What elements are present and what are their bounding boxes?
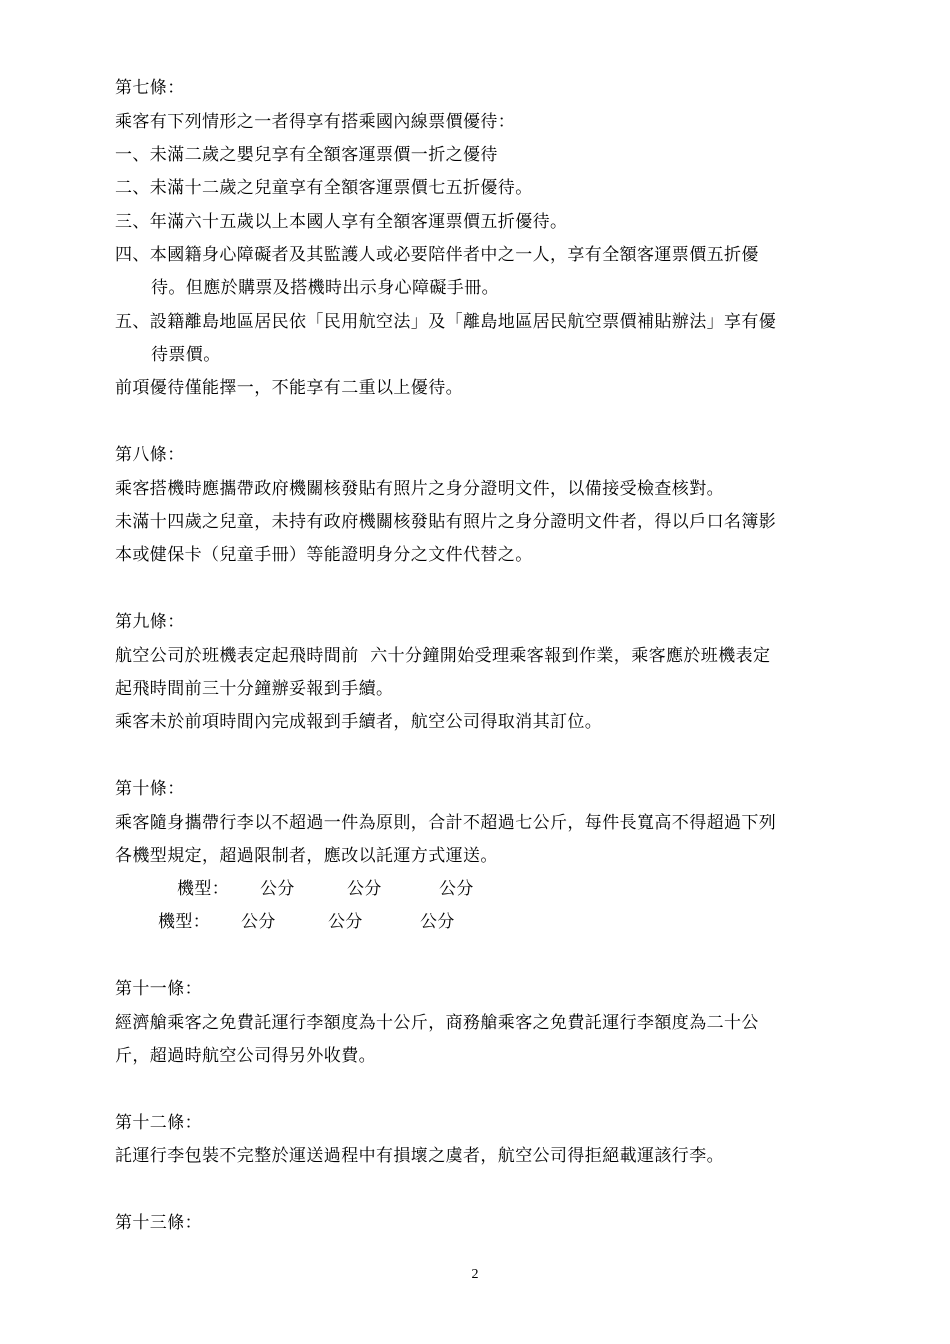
article-7-line: 待票價。 bbox=[151, 345, 221, 365]
article-7-line: 四、本國籍身心障礙者及其監護人或必要陪伴者中之一人，享有全額客運票價五折優 bbox=[115, 245, 759, 265]
article-8-line: 未滿十四歲之兒童，未持有政府機關核發貼有照片之身分證明文件者，得以戶口名簿影 bbox=[115, 512, 777, 532]
article-7-line: 待。但應於購票及搭機時出示身心障礙手冊。 bbox=[151, 278, 499, 298]
article-7-line: 三、年滿六十五歲以上本國人享有全額客運票價五折優待。 bbox=[115, 212, 568, 232]
dimension-unit: 公分 bbox=[439, 879, 474, 899]
article-10-line: 各機型規定，超過限制者，應改以託運方式運送。 bbox=[115, 846, 498, 866]
page-number: 2 bbox=[471, 1267, 479, 1282]
dimension-unit: 公分 bbox=[328, 912, 363, 932]
article-8-line: 本或健保卡（兒童手冊）等能證明身分之文件代替之。 bbox=[115, 545, 533, 565]
article-9-line: 乘客未於前項時間內完成報到手續者，航空公司得取消其訂位。 bbox=[115, 712, 603, 732]
article-9-line: 航空公司於班機表定起飛時間前 六十分鐘開始受理乘客報到作業，乘客應於班機表定 bbox=[115, 646, 771, 666]
article-7-line: 五、設籍離島地區居民依「民用航空法」及「離島地區居民航空票價補貼辦法」享有優 bbox=[115, 312, 777, 332]
article-12-line: 託運行李包裝不完整於運送過程中有損壞之虞者，航空公司得拒絕載運該行李。 bbox=[115, 1146, 724, 1166]
article-7-line: 乘客有下列情形之一者得享有搭乘國內線票價優待： bbox=[115, 112, 516, 132]
article-10-heading: 第十條： bbox=[115, 779, 185, 799]
article-7-heading: 第七條： bbox=[115, 78, 185, 98]
article-11-heading: 第十一條： bbox=[115, 979, 202, 999]
article-13-heading: 第十三條： bbox=[115, 1213, 202, 1233]
article-9-line: 起飛時間前三十分鐘辦妥報到手續。 bbox=[115, 679, 394, 699]
article-11-line: 經濟艙乘客之免費託運行李額度為十公斤，商務艙乘客之免費託運行李額度為二十公 bbox=[115, 1013, 759, 1033]
article-12-heading: 第十二條： bbox=[115, 1113, 202, 1133]
article-7-line: 一、未滿二歲之嬰兒享有全額客運票價一折之優待 bbox=[115, 145, 498, 165]
dimension-unit: 公分 bbox=[420, 912, 455, 932]
article-10-line: 乘客隨身攜帶行李以不超過一件為原則，合計不超過七公斤，每件長寬高不得超過下列 bbox=[115, 813, 777, 833]
dimension-unit: 公分 bbox=[347, 879, 382, 899]
article-9-heading: 第九條： bbox=[115, 612, 185, 632]
aircraft-type-label: 機型： bbox=[177, 879, 230, 899]
article-11-line: 斤，超過時航空公司得另外收費。 bbox=[115, 1046, 376, 1066]
article-7-line: 前項優待僅能擇一，不能享有二重以上優待。 bbox=[115, 378, 463, 398]
article-8-line: 乘客搭機時應攜帶政府機關核發貼有照片之身分證明文件，以備接受檢查核對。 bbox=[115, 479, 724, 499]
dimension-unit: 公分 bbox=[241, 912, 276, 932]
article-7-line: 二、未滿十二歲之兒童享有全額客運票價七五折優待。 bbox=[115, 178, 533, 198]
article-8-heading: 第八條： bbox=[115, 445, 185, 465]
aircraft-type-label: 機型： bbox=[158, 912, 211, 932]
dimension-unit: 公分 bbox=[260, 879, 295, 899]
